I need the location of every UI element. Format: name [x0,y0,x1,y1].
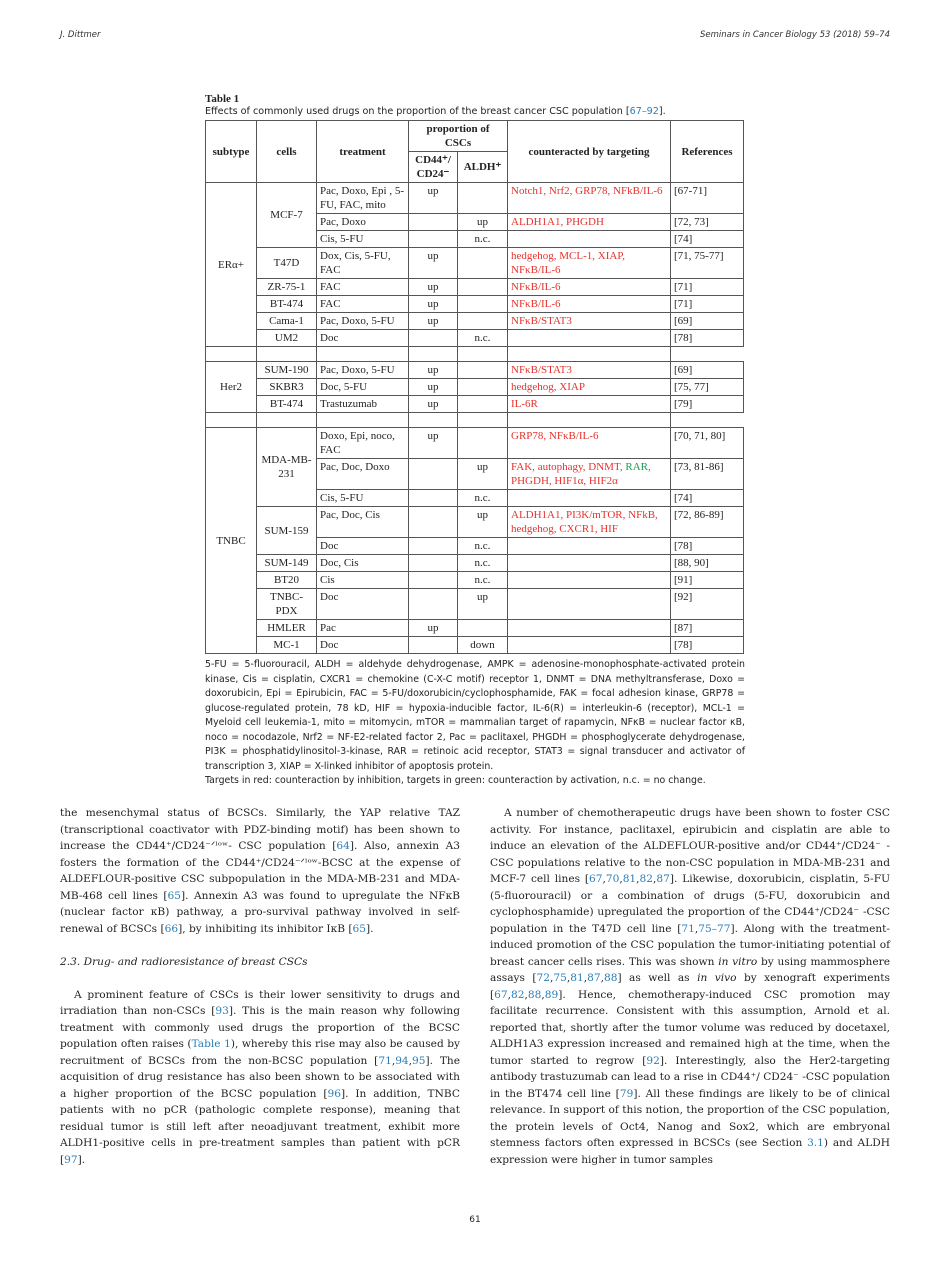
table-1 [205,93,745,789]
citation-link[interactable]: 67 [588,873,603,885]
empty-cell [409,413,458,428]
text-run: ]. [366,922,374,935]
cell-targets [508,379,671,396]
cell-line: MCF-7 [257,183,317,248]
cell-aldh [458,620,508,637]
citation-link[interactable]: 97 [64,1153,78,1166]
citation-link[interactable]: 96 [327,1087,341,1100]
target-text: hedgehog, XIAP [511,381,585,393]
cell-aldh: n.c. [458,572,508,589]
cell-targets [508,313,671,330]
cell-cd44: up [409,428,458,459]
cell-targets [508,296,671,313]
table-row [206,313,744,330]
cell-aldh: down [458,637,508,654]
cell-references: [67-71] [671,183,744,214]
cell-treatment: Doc, Cis [317,555,409,572]
text-run: A number of chemotherapeutic drugs have been shown to foster CSC activity. For instance, paclitaxel, epirubicin and cisplatin are able to induce an elevation of the ALDEFLOUR-positive and/or CD44⁺/CD24⁻ -CSC populations relative to the non-CSC population in MDA-MB-231 and MCF-7 cell lines [ [490,807,890,885]
cell-subtype: ERα+ [206,183,257,347]
cell-cd44 [409,589,458,620]
empty-cell [508,413,671,428]
cell-treatment: Doc, 5-FU [317,379,409,396]
caption-text: Effects of commonly used drugs on the proportion of the breast cancer CSC population [ [205,106,630,117]
cell-references: [69] [671,313,744,330]
cell-aldh: n.c. [458,231,508,248]
cell-treatment: Dox, Cis, 5-FU, FAC [317,248,409,279]
cell-cd44 [409,459,458,490]
cell-aldh: n.c. [458,555,508,572]
header-proportion: proportion of CSCs [409,121,508,152]
citation-link[interactable]: 81 [570,972,584,984]
text-run: ] as well as [617,972,698,984]
target-text: NFκB/IL-6 [511,298,561,310]
cell-references: [78] [671,637,744,654]
cell-treatment: Trastuzumab [317,396,409,413]
header-cells: cells [257,121,317,183]
table-row [206,555,744,572]
cell-line: SKBR3 [257,379,317,396]
empty-cell [508,347,671,362]
text-run: , [391,1054,396,1067]
header-targeting: counteracted by targeting [508,121,671,183]
header-subtype: subtype [206,121,257,183]
text-run: , [550,972,554,984]
citation-link[interactable]: 67 [494,988,508,1001]
text-run: , [507,988,511,1001]
text-run: , [653,873,657,885]
section-heading: 2.3. Drug- and radioresistance of breast CSCs [60,956,308,968]
cell-treatment: Doc [317,330,409,347]
cell-cd44 [409,637,458,654]
cell-references: [69] [671,362,744,379]
caption-text-end: ]. [658,106,666,117]
table-spacer-row [206,413,744,428]
body-column-right [490,805,890,1168]
cell-references: [74] [671,490,744,507]
cell-line: BT-474 [257,296,317,313]
paragraph [490,805,890,1168]
text-run: ]. Also, annexin A3 fosters the formation of the CD44⁺/CD24⁻ᐟˡᵒʷ-BCSC at the expense of ALDEFLOUR-positive CSC subpopulation in the MDA-MB-231 and MDA-MB-468 cell lines [ [60,840,460,902]
cell-treatment: Cis, 5-FU [317,490,409,507]
text-run: ]. In addition, TNBC patients with no pCR (pathologic complete response), meaning that residual tumor is still left after neoadjuvant treatment, exhibit more ALDH1-positive cells in pre-treatment samples than patient with pCR [ [60,1087,460,1166]
cell-cd44 [409,572,458,589]
citation-link[interactable]: 88 [603,972,618,984]
cell-line: MC-1 [257,637,317,654]
text-run: ]. All these findings are likely to be of clinical relevance. In support of this notion, the proportion of the CSC population, the protein levels of Oct4, Nanog and Sox2, which are embryonal stemness factors often expressed in BCSCs (see Section [490,1087,890,1149]
cell-aldh [458,248,508,279]
cell-line: Cama-1 [257,313,317,330]
cell-aldh: n.c. [458,538,508,555]
header-cd44: CD44⁺/ CD24⁻ [409,152,458,183]
table-caption [205,106,745,117]
text-run: , [583,972,588,984]
table-row [206,296,744,313]
cell-line: SUM-190 [257,362,317,379]
empty-cell [257,413,317,428]
cell-targets [508,555,671,572]
table-footnote-abbreviations: 5-FU = 5-fluorouracil, ALDH = aldehyde dehydrogenase, AMPK = adenosine-monophosphate-activated protein kinase, Cis = cisplatin, CXCR1 = chemokine (C-X-C motif) receptor 1, DNMT = DNA methyltransferase, Doxo = doxorubicin, Epi = Epirubicin, FAC = 5-FU/doxorubicin/cyclophosphamide, FAK = focal adhesion kinase, GRP78 = glucose-regulated protein, 78 kD, HIF = hypoxia-inducible factor, IL-6(R) = interleukin-6 (receptor), MCL-1 = Myeloid cell leukemia-1, mito = mitomycin, mTOR = mammalian target of rapamycin, NFκB = nuclear factor κB, noco = nocodazole, Nrf2 = NF-E2-related factor 2, Pac = paclitaxel, PHGDH = phosphoglycerate dehydrogenase, PI3K = phosphatidylinositol-3-kinase, RAR = retinoic acid receptor, STAT3 = signal transducer and activator of transcription 3, XIAP = X-linked inhibitor of apoptosis protein. [205,659,745,772]
citation-link[interactable]: 94 [395,1054,409,1067]
table-row [206,589,744,620]
running-header-journal: Seminars in Cancer Biology 53 (2018) 59–74 [699,30,890,40]
cell-aldh [458,183,508,214]
citation-link[interactable]: 65 [352,922,367,935]
table-row [206,572,744,589]
italic-text: in vivo [697,972,737,984]
table-row [206,362,744,379]
cell-treatment: Pac, Doxo, Epi , 5-FU, FAC, mito [317,183,409,214]
text-run: , [619,873,623,885]
cell-aldh: n.c. [458,330,508,347]
cell-treatment: Pac, Doc, Cis [317,507,409,538]
cell-aldh [458,428,508,459]
paragraph [60,805,460,937]
cell-treatment: Pac, Doxo, 5-FU [317,313,409,330]
cell-line: SUM-149 [257,555,317,572]
cell-references: [71, 75-77] [671,248,744,279]
text-run: , [694,922,699,935]
cell-line: ZR-75-1 [257,279,317,296]
cell-aldh [458,279,508,296]
cell-references: [87] [671,620,744,637]
cell-references: [73, 81-86] [671,459,744,490]
text-run: ]. Interestingly, also the Her2-targeting antibody trastuzumab can lead to a rise in CD44⁺/ CD24⁻ -CSC population in the BT474 cell line [ [490,1054,890,1100]
target-text: ALDH1A1, PI3K/mTOR, NFkB, hedgehog, CXCR1, HIF [511,509,658,535]
cell-cd44 [409,330,458,347]
target-text: FAK, autophagy, DNMT, [511,461,626,473]
cell-cd44 [409,555,458,572]
cell-targets [508,330,671,347]
empty-cell [317,347,409,362]
cell-aldh: n.c. [458,490,508,507]
target-text: Notch1, Nrf2, GRP78, NFkB/IL-6 [511,185,663,197]
cell-targets [508,279,671,296]
cell-treatment: Doxo, Epi, noco, FAC [317,428,409,459]
citation-link[interactable]: 92 [646,1054,660,1067]
cell-references: [88, 90] [671,555,744,572]
cell-aldh [458,396,508,413]
table-body [206,183,744,654]
running-header-author: J. Dittmer [60,30,101,40]
citation-link[interactable]: 82 [511,988,525,1001]
cell-cd44 [409,214,458,231]
cell-targets [508,637,671,654]
table-row [206,620,744,637]
text-run: by xenograft experiments [ [490,972,890,1001]
cell-treatment: Pac [317,620,409,637]
text-run: ) and ALDH expression were higher in tumor samples [490,1137,890,1166]
citation-link[interactable]: 79 [619,1087,634,1100]
text-run: ]. [77,1153,86,1166]
cell-references: [75, 77] [671,379,744,396]
cell-treatment: Doc [317,589,409,620]
cell-cd44: up [409,379,458,396]
cell-references: [78] [671,538,744,555]
cell-targets [508,589,671,620]
table-title: Table 1 [205,93,240,105]
page-number: 61 [469,1215,481,1225]
table-row [206,428,744,459]
cell-aldh [458,362,508,379]
cell-targets [508,572,671,589]
cell-aldh [458,296,508,313]
cell-line: SUM-159 [257,507,317,555]
cell-cd44 [409,538,458,555]
citation-link[interactable]: 3.1 [807,1137,824,1149]
cell-targets [508,248,671,279]
text-run: ]. The acquisition of drug resistance has also been shown to be associated with a higher proportion of the BCSC population [ [60,1054,461,1100]
table-row [206,279,744,296]
cell-cd44: up [409,279,458,296]
cell-treatment: Doc [317,538,409,555]
cell-references: [92] [671,589,744,620]
table-row [206,507,744,538]
text-run: , [566,972,571,984]
cell-aldh: up [458,589,508,620]
target-text: RAR, [625,461,651,473]
table-row [206,330,744,347]
text-run: , [524,988,528,1001]
cell-targets [508,459,671,490]
text-run: A prominent feature of CSCs is their lower sensitivity to drugs and irradiation than non-CSCs [ [60,988,460,1017]
body-column-left [60,805,460,1168]
cell-targets [508,183,671,214]
cell-references: [71] [671,279,744,296]
cell-references: [79] [671,396,744,413]
cell-targets [508,620,671,637]
target-text: IL-6R [511,398,538,410]
cell-treatment: Pac, Doxo [317,214,409,231]
cell-targets [508,538,671,555]
citation-link[interactable]: 72 [536,972,551,984]
citation-link[interactable]: 88 [527,988,542,1001]
cell-cd44 [409,490,458,507]
cell-references: [72, 86-89] [671,507,744,538]
cell-references: [78] [671,330,744,347]
cell-treatment: Doc [317,637,409,654]
cell-line: MDA-MB-231 [257,428,317,507]
caption-ref-link[interactable]: 67–92 [629,106,659,117]
cell-line: UM2 [257,330,317,347]
target-text: ALDH1A1, PHGDH [511,216,604,228]
cell-references: [70, 71, 80] [671,428,744,459]
paragraph [60,987,460,1169]
cell-aldh: up [458,459,508,490]
text-run: ], by inhibiting its inhibitor IκB [ [178,922,353,935]
empty-cell [317,413,409,428]
cell-cd44: up [409,296,458,313]
citation-link[interactable]: 81 [622,873,637,885]
cell-line: T47D [257,248,317,279]
table-row [206,637,744,654]
cell-targets [508,362,671,379]
text-run: ]. Annexin A3 was found to upregulate the NFκB (nuclear factor κB) pathway, a pro-survival pathway involved in self-renewal of BCSCs [ [60,889,460,935]
cell-cd44: up [409,183,458,214]
text-run: ), whereby this rise may also be caused by recruitment of BCSCs from the non-BCSC population [ [60,1038,461,1067]
target-text: NFκB/STAT3 [511,364,572,376]
drug-effects-table [205,120,744,654]
cell-treatment: Pac, Doc, Doxo [317,459,409,490]
text-run: , [600,972,604,984]
cell-cd44: up [409,396,458,413]
empty-cell [257,347,317,362]
cell-references: [71] [671,296,744,313]
table-footnote-colors: Targets in red: counteraction by inhibition, targets in green: counteraction by activation, n.c. = no change. [205,775,706,786]
table-row [206,183,744,214]
citation-link[interactable]: 82 [639,873,654,885]
citation-link[interactable]: 87 [656,873,670,885]
table-spacer-row [206,347,744,362]
cell-aldh [458,379,508,396]
target-text: PHGDH, HIF1α, HIF2α [511,475,618,487]
citation-link[interactable]: 64 [336,840,350,852]
cell-treatment: Cis [317,572,409,589]
target-text: NFκB/STAT3 [511,315,572,327]
citation-link[interactable]: 70 [605,873,620,885]
cell-aldh: up [458,507,508,538]
cell-cd44: up [409,620,458,637]
cell-line: BT-474 [257,396,317,413]
cell-cd44: up [409,248,458,279]
empty-cell [458,347,508,362]
cell-line: BT20 [257,572,317,589]
citation-link[interactable]: 71 [378,1054,392,1067]
text-run: ]. This is the main reason why following treatment with commonly used drugs the proportion of the BCSC population often raises ( [60,1005,460,1050]
cell-treatment: Cis, 5-FU [317,231,409,248]
citation-link[interactable]: 75–77 [698,922,731,935]
citation-link[interactable]: 93 [215,1005,229,1017]
header-aldh: ALDH⁺ [458,152,508,183]
citation-link[interactable]: 95 [412,1054,426,1067]
cell-treatment: FAC [317,296,409,313]
header-references: References [671,121,744,183]
text-run: ]. Likewise, doxorubicin, cisplatin, 5-FU (5-fluorouracil) or a combination of drugs (5-FU, doxorubicin and cyclophosphamide) upregulated the proportion of the CD44⁺/CD24⁻ -CSC population in the T47D cell line [ [490,873,890,935]
citation-link[interactable]: 66 [164,922,179,935]
citation-link[interactable]: 87 [587,972,601,984]
target-text: NFκB/IL-6 [511,281,561,293]
header-treatment: treatment [317,121,409,183]
text-run: , [636,873,640,885]
cell-targets [508,507,671,538]
cell-cd44: up [409,362,458,379]
table-row [206,379,744,396]
cell-aldh [458,313,508,330]
cell-cd44 [409,231,458,248]
cell-cd44: up [409,313,458,330]
table-row [206,396,744,413]
cell-targets [508,214,671,231]
citation-link[interactable]: 89 [544,988,559,1001]
text-run: ]. Hence, chemotherapy-induced CSC promotion may facilitate recurrence. Consistent with this assumption, Arnold et al. reported that, shortly after the tumor volume was reduced by docetaxel, ALDH1A3 expression increased and remained high at the time, when the tumor started to regrow [ [490,988,890,1067]
table-row [206,248,744,279]
text-run: , [541,988,545,1001]
cell-targets [508,396,671,413]
text-run: by using mammosphere assays [ [490,955,890,984]
empty-cell [206,347,257,362]
target-text: hedgehog, MCL-1, XIAP, NFκB/IL-6 [511,250,625,276]
citation-link[interactable]: 75 [553,972,567,984]
cell-line: TNBC-PDX [257,589,317,620]
cell-subtype: Her2 [206,362,257,413]
cell-references: [91] [671,572,744,589]
citation-link[interactable]: 71 [681,922,695,935]
cell-treatment: FAC [317,279,409,296]
citation-link[interactable]: 65 [167,889,182,902]
text-run: , [408,1054,413,1067]
cell-references: [72, 73] [671,214,744,231]
cell-targets [508,490,671,507]
cell-cd44 [409,507,458,538]
empty-cell [206,413,257,428]
cell-aldh: up [458,214,508,231]
cell-targets [508,231,671,248]
cell-treatment: Pac, Doxo, 5-FU [317,362,409,379]
text-run: ]. Along with the treatment-induced promotion of the CSC population the tumor-initiating potential of breast cancer cells rises. This was shown [490,922,890,968]
empty-cell [409,347,458,362]
cell-line: HMLER [257,620,317,637]
cell-references: [74] [671,231,744,248]
text-run: the mesenchymal status of BCSCs. Similarly, the YAP relative TAZ (transcriptional coactivator with PDZ-binding motif) has been shown to increase the CD44⁺/CD24⁻ᐟˡᵒʷ- CSC population [ [60,807,460,852]
target-text: GRP78, NFκB/IL-6 [511,430,599,442]
text-run: , [602,873,606,885]
citation-link[interactable]: Table 1 [191,1038,231,1050]
cell-subtype: TNBC [206,428,257,654]
cell-targets [508,428,671,459]
empty-cell [458,413,508,428]
italic-text: in vitro [718,955,758,968]
